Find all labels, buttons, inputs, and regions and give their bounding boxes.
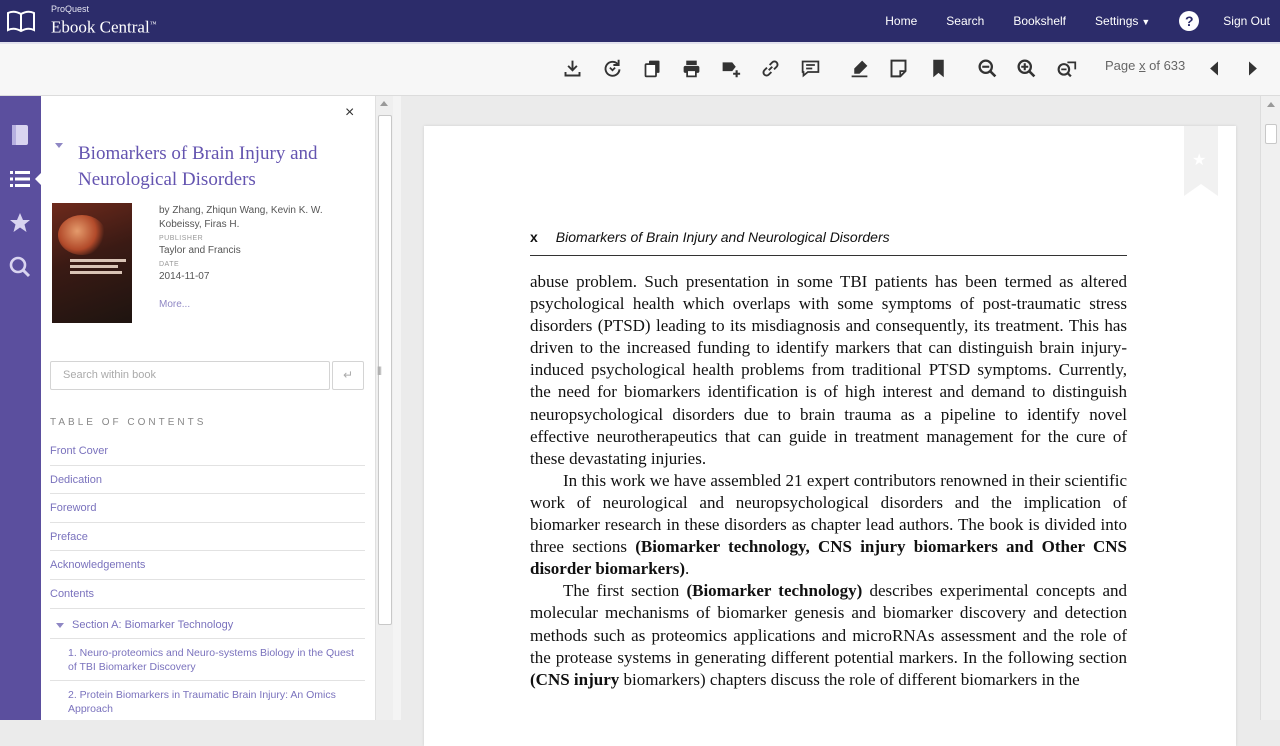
highlight-icon[interactable] xyxy=(847,56,871,80)
table-of-contents-icon[interactable] xyxy=(7,166,33,192)
caret-down-icon: ▼ xyxy=(1141,17,1151,27)
note-icon[interactable] xyxy=(886,56,910,80)
publisher-value: Taylor and Francis xyxy=(159,245,241,256)
left-icon-rail xyxy=(0,96,41,720)
nav-bookshelf[interactable]: Bookshelf xyxy=(1013,14,1067,28)
refresh-icon[interactable] xyxy=(600,56,624,80)
cover-title-line xyxy=(70,271,122,274)
book-details-icon[interactable] xyxy=(7,122,33,148)
toc-item-front-cover[interactable]: Front Cover xyxy=(50,437,365,466)
link-icon[interactable] xyxy=(758,56,782,80)
bookmark-icon[interactable] xyxy=(926,56,950,80)
add-to-bookshelf-icon[interactable] xyxy=(718,56,742,80)
fit-page-icon[interactable] xyxy=(1054,56,1078,80)
toc-chapter-1[interactable]: 1. Neuro-proteomics and Neuro-systems Biology in the Quest of TBI Biomarker Discovery xyxy=(50,639,365,681)
page-total: of 633 xyxy=(1149,58,1186,73)
collapse-toggle-icon[interactable] xyxy=(55,143,63,148)
page-bookmark-ribbon[interactable] xyxy=(1184,126,1218,196)
book-metadata xyxy=(159,204,354,313)
toc-item-preface[interactable]: Preface xyxy=(50,523,365,552)
reader-toolbar xyxy=(0,42,1280,96)
toc-chapter-2[interactable]: 2. Protein Biomarkers in Traumatic Brain Injury: An Omics Approach xyxy=(50,681,365,720)
toc-section-a[interactable] xyxy=(50,609,365,639)
page-indicator xyxy=(1105,58,1185,73)
page-number-input[interactable]: x xyxy=(1139,58,1146,73)
cover-title-line xyxy=(70,265,118,268)
next-page-icon[interactable] xyxy=(1240,56,1264,80)
resize-grip-icon[interactable]: ||| xyxy=(377,365,382,375)
scroll-up-icon[interactable] xyxy=(380,101,388,106)
previous-page-icon[interactable] xyxy=(1202,56,1226,80)
bookmark-star-icon: ★ xyxy=(1192,152,1207,169)
paragraph-2: In this work we have assembled 21 expert contributors renowned in their scientific work of neurological and neuropsychological disorders and the implication of biomarker research in these disorders as chapter lead authors. The book is divided into three sections (Biomarker technology, CNS injury biomarkers and Other CNS disorder biomarkers). xyxy=(530,470,1128,579)
nav-sign-out[interactable]: Sign Out xyxy=(1223,14,1270,28)
reader-scroll-thumb[interactable] xyxy=(1265,124,1277,144)
top-navigation xyxy=(885,0,1280,42)
top-header xyxy=(0,0,1280,42)
toc-item-contents[interactable]: Contents xyxy=(50,580,365,609)
running-head xyxy=(530,229,1127,256)
paragraph-1: abuse problem. Such presentation in some TBI patients has been termed as altered psychological health which overlaps with some symptoms of post-traumatic stress disorders (PTSD) leading to its misdiagnosis and consequently, its treatment. This has driven to the increased funding to identify markers that can distinguish brain injury-induced psychological health problems from traditional PTSD symptoms. Currently, the need for biomarkers identification is of high interest and demand to distinguish neuropsychological disorders due to brain trauma as a pipeline to identify novel effective neurotherapeutics that can guide in treatment management for the cure of these devastating injuries. xyxy=(530,272,1127,468)
search-within-book-input[interactable]: Search within book xyxy=(50,361,330,390)
panel-scrollbar[interactable] xyxy=(375,96,393,720)
search-icon[interactable] xyxy=(7,254,33,280)
close-panel-icon[interactable]: × xyxy=(345,104,355,121)
date-label: DATE xyxy=(159,261,180,268)
panel-splitter[interactable] xyxy=(393,96,401,720)
table-of-contents-panel xyxy=(41,96,375,720)
page-body-text xyxy=(530,271,1127,691)
nav-settings[interactable]: Settings ▼ xyxy=(1095,14,1151,28)
publisher-label: PUBLISHER xyxy=(159,235,204,242)
toc-heading: TABLE OF CONTENTS xyxy=(50,417,207,428)
scroll-up-icon[interactable] xyxy=(1267,102,1275,107)
toc-section-label: Section A: Biomarker Technology xyxy=(72,618,234,631)
citation-icon[interactable] xyxy=(798,56,822,80)
book-cover-image[interactable] xyxy=(52,203,132,323)
running-head-title: Biomarkers of Brain Injury and Neurological Disorders xyxy=(555,229,890,245)
reader-area xyxy=(401,96,1260,720)
brand-main-text: Ebook Central™ xyxy=(51,17,157,37)
help-icon[interactable]: ? xyxy=(1179,11,1199,31)
book-page xyxy=(424,126,1236,746)
print-icon[interactable] xyxy=(679,56,703,80)
zoom-in-icon[interactable] xyxy=(1014,56,1038,80)
open-book-logo-icon[interactable] xyxy=(6,8,36,34)
search-submit-button[interactable]: ↵ xyxy=(332,361,364,390)
reader-scrollbar[interactable] xyxy=(1260,96,1280,720)
toc-item-acknowledgements[interactable]: Acknowledgements xyxy=(50,551,365,580)
star-annotations-icon[interactable] xyxy=(7,210,33,236)
toc-item-foreword[interactable]: Foreword xyxy=(50,494,365,523)
book-title[interactable]: Biomarkers of Brain Injury and Neurological Disorders xyxy=(78,143,318,190)
toc-list xyxy=(50,437,365,720)
expand-section-icon[interactable] xyxy=(56,623,64,628)
brand-logo[interactable] xyxy=(51,4,157,38)
book-authors: by Zhang, Zhiqun Wang, Kevin K. W. Kobeissy, Firas H. xyxy=(159,205,323,230)
date-value: 2014-11-07 xyxy=(159,271,210,282)
page-number-label: x xyxy=(530,229,538,245)
zoom-out-icon[interactable] xyxy=(975,56,999,80)
cover-title-line xyxy=(70,259,126,262)
nav-home[interactable]: Home xyxy=(885,14,918,28)
toc-item-dedication[interactable]: Dedication xyxy=(50,466,365,495)
more-details-link[interactable]: More... xyxy=(159,299,191,310)
nav-search[interactable]: Search xyxy=(946,14,985,28)
paragraph-3: The first section (Biomarker technology) describes experimental concepts and molecular mechanisms of biomarker genesis and biomarker discovery and detection methods such as proteomics applications and microRNAs assessment and the role of the protease systems in generating different potential markers. In the following section (CNS injury biomarkers) chapters discuss the role of different biomarkers in the xyxy=(530,581,1127,689)
page-label: Page xyxy=(1105,58,1136,73)
brand-top-text: ProQuest xyxy=(51,4,90,14)
download-icon[interactable] xyxy=(560,56,584,80)
copy-icon[interactable] xyxy=(640,56,664,80)
cover-brain-graphic xyxy=(58,215,106,255)
